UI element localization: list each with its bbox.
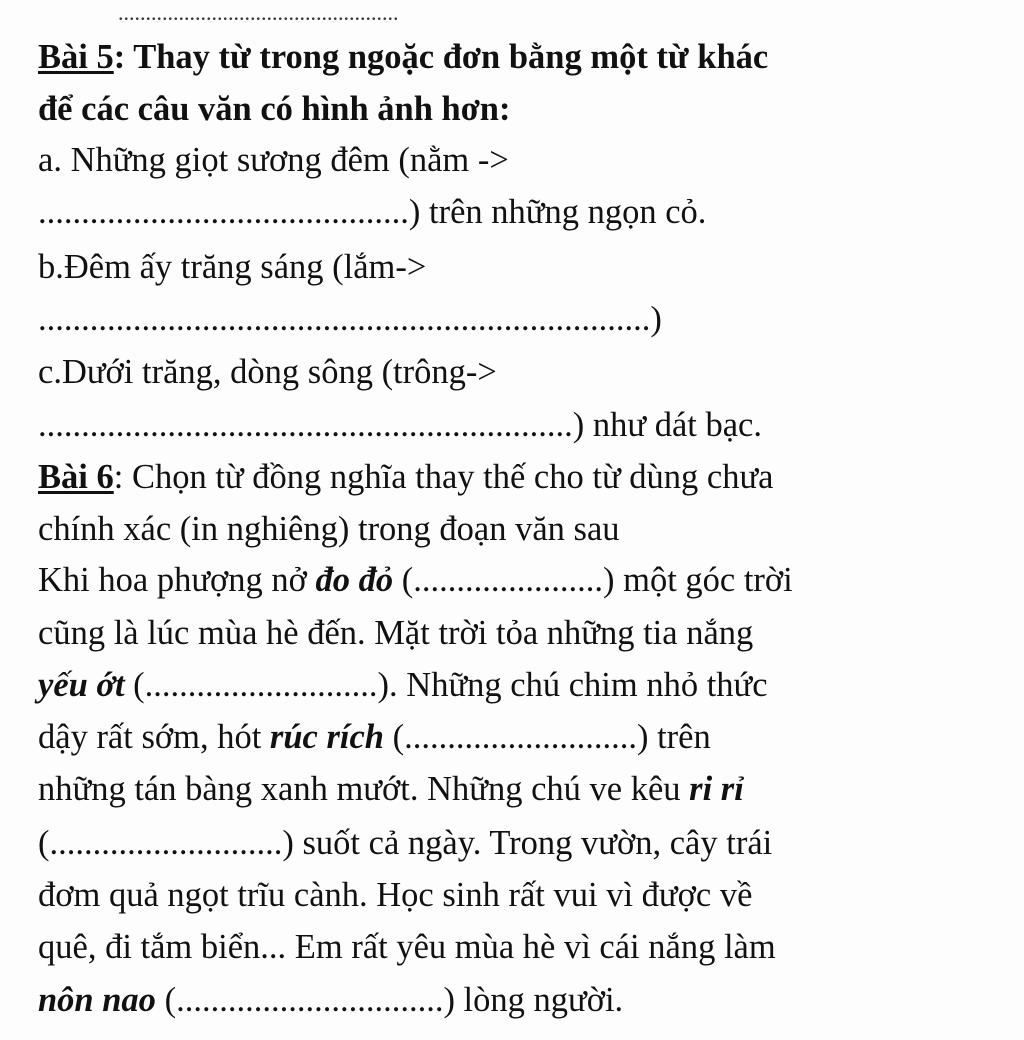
text-segment: ( bbox=[383, 718, 405, 756]
answer-blank-4: ........................... bbox=[49, 824, 283, 862]
text-segment: ( bbox=[38, 824, 50, 862]
italic-word-non-nao: nôn nao bbox=[38, 981, 156, 1019]
italic-word-yeu-ot: yếu ớt bbox=[38, 666, 125, 704]
italic-word-ri-ri: ri rỉ bbox=[689, 770, 744, 808]
text-segment: ) một góc trời bbox=[603, 561, 793, 599]
exercise-5-title bbox=[38, 40, 768, 75]
top-dotted-line: ................................................... bbox=[118, 0, 399, 25]
exercise-6-title-text: : Chọn từ đồng nghĩa thay thế cho từ dùng chưa bbox=[113, 458, 774, 496]
text-segment: ) lòng người. bbox=[443, 981, 624, 1019]
text-segment: ( bbox=[155, 981, 177, 1019]
paragraph-line-9 bbox=[38, 983, 623, 1018]
paragraph-line-4 bbox=[38, 720, 711, 755]
item-b-line1: b.Đêm ấy trăng sáng (lắm-> bbox=[38, 248, 427, 286]
italic-word-ruc-rich: rúc rích bbox=[269, 718, 384, 756]
paragraph-line-8: quê, đi tắm biển... Em rất yêu mùa hè vì cái nắng làm bbox=[38, 928, 776, 966]
text-segment: ) trên bbox=[636, 718, 711, 756]
paragraph-line-1 bbox=[38, 563, 793, 598]
paragraph-line-2: cũng là lúc mùa hè đến. Mặt trời tỏa những tia nắng bbox=[38, 614, 754, 652]
text-segment: ( bbox=[124, 666, 145, 704]
exercise-5-title-line2: để các câu văn có hình ảnh hơn: bbox=[38, 90, 511, 128]
exercise-5-title-text: : Thay từ trong ngoặc đơn bằng một từ khác bbox=[113, 38, 769, 76]
item-a-line2 bbox=[38, 195, 706, 230]
item-b-rest: ) bbox=[650, 300, 662, 338]
exercise-6-label: Bài 6 bbox=[38, 458, 114, 496]
item-b-line2 bbox=[38, 302, 662, 337]
paragraph-line-7: đơm quả ngọt trĩu cành. Học sinh rất vui vì được về bbox=[38, 876, 753, 914]
answer-blank-3: ........................... bbox=[404, 718, 637, 756]
text-segment: dậy rất sớm, hót bbox=[38, 718, 270, 756]
exercise-6-title bbox=[38, 460, 773, 495]
item-a-rest: ) trên những ngọn cỏ. bbox=[408, 193, 707, 231]
exercise-5-label: Bài 5 bbox=[38, 38, 114, 76]
answer-blank-c: .............................................................. bbox=[38, 406, 573, 444]
text-segment: ( bbox=[393, 561, 414, 599]
paragraph-line-3 bbox=[38, 668, 768, 703]
paragraph-line-6 bbox=[38, 826, 772, 861]
text-segment: Khi hoa phượng nở bbox=[38, 561, 316, 599]
italic-word-do-do: đo đỏ bbox=[315, 561, 394, 599]
item-c-line2 bbox=[38, 408, 762, 443]
paragraph-line-5 bbox=[38, 772, 744, 807]
item-c-rest: ) như dát bạc. bbox=[572, 406, 762, 444]
text-segment: những tán bàng xanh mướt. Những chú ve kêu bbox=[38, 770, 690, 808]
item-a-line1: a. Những giọt sương đêm (nằm -> bbox=[38, 141, 509, 179]
answer-blank-a: ........................................... bbox=[38, 193, 409, 231]
exercise-6-title-line2: chính xác (in nghiêng) trong đoạn văn sau bbox=[38, 510, 620, 548]
item-c-line1: c.Dưới trăng, dòng sông (trông-> bbox=[38, 353, 497, 391]
text-segment: ) suốt cả ngày. Trong vườn, cây trái bbox=[282, 824, 773, 862]
answer-blank-2: ........................... bbox=[144, 666, 378, 704]
answer-blank-5: ............................... bbox=[176, 981, 444, 1019]
answer-blank-b: ....................................................................... bbox=[38, 300, 651, 338]
text-segment: ). Những chú chim nhỏ thức bbox=[377, 666, 768, 704]
answer-blank-1: ...................... bbox=[413, 561, 603, 599]
